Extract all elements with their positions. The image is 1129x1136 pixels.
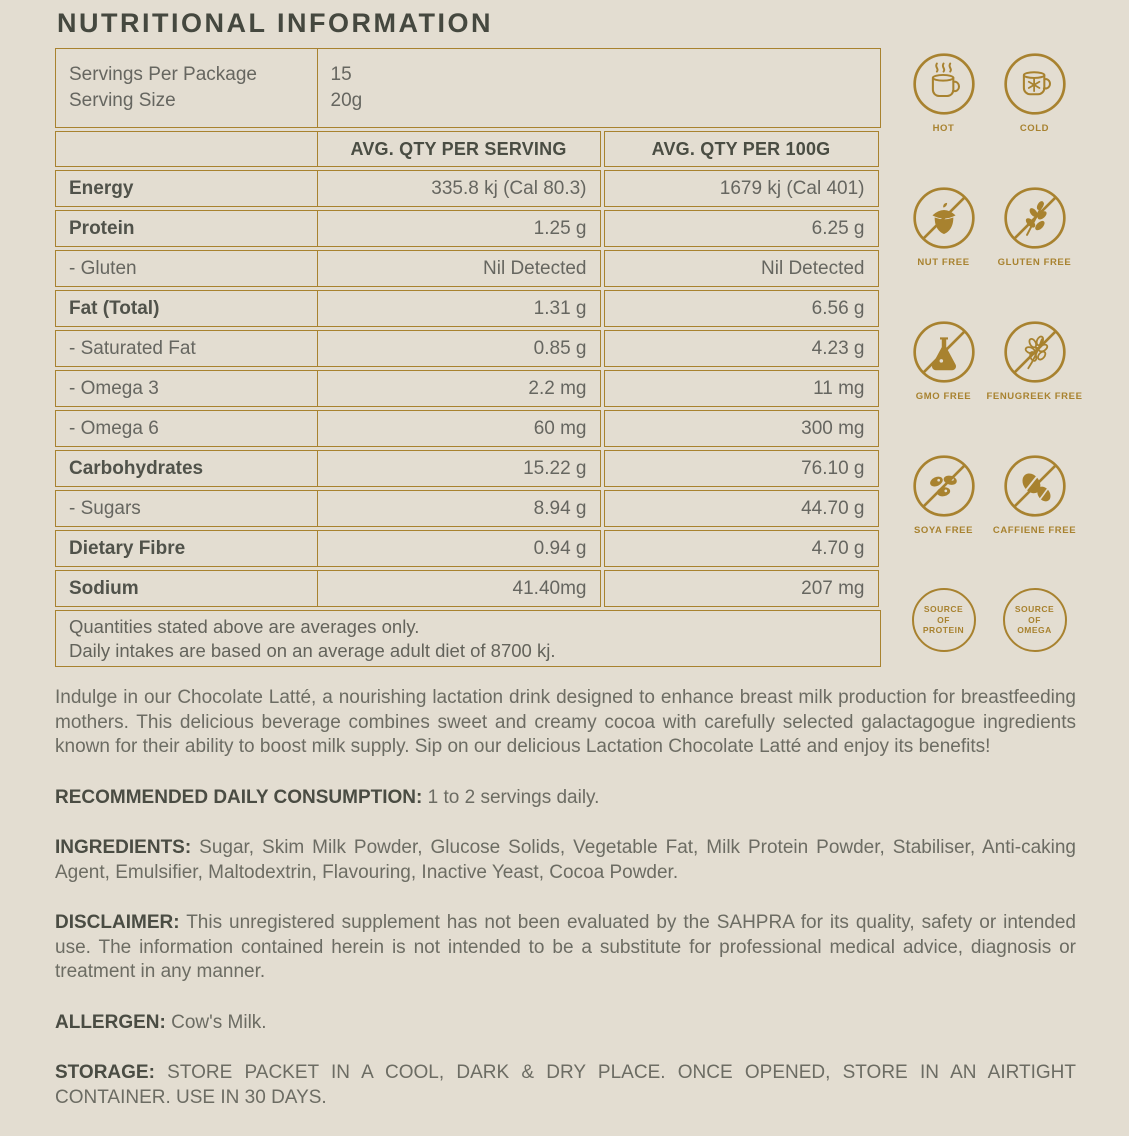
per-100g-value: 76.10 g xyxy=(604,450,879,487)
disclaimer-text: This unregistered supplement has not been evaluated by the SAHPRA for its quality, safety or intended use. The information contained herein is not intended to be a substitute for professional medical advice, diagnosis or treatment in any manner. xyxy=(55,912,1076,982)
row-label: - Sugars xyxy=(55,490,318,527)
serving-value: 2.2 mg xyxy=(317,370,601,407)
table-row-sodium xyxy=(55,570,881,607)
gmo-free-icon xyxy=(912,320,976,384)
fenugreek-free-icon xyxy=(1003,320,1067,384)
per-100g-value: 11 mg xyxy=(604,370,879,407)
page-title: NUTRITIONAL INFORMATION xyxy=(57,8,493,38)
serving-value: 0.94 g xyxy=(317,530,601,567)
storage-label: STORAGE: xyxy=(55,1062,155,1083)
badge-gluten-free xyxy=(991,186,1079,268)
source-line: SOURCE xyxy=(923,604,964,615)
row-label: Fat (Total) xyxy=(55,290,318,327)
row-label: Dietary Fibre xyxy=(55,530,318,567)
col-header-per-100g: AVG. QTY PER 100G xyxy=(604,131,879,167)
source-line: SOURCE xyxy=(1014,604,1055,615)
badge-label: GMO FREE xyxy=(915,391,972,402)
gluten-free-icon xyxy=(1003,186,1067,250)
row-label: Protein xyxy=(55,210,318,247)
table-row-dietary-fibre xyxy=(55,530,881,567)
disclaimer-label: DISCLAIMER: xyxy=(55,912,180,933)
row-label: - Omega 6 xyxy=(55,410,318,447)
table-row-protein xyxy=(55,210,881,247)
serving-size-label: Serving Size xyxy=(69,90,176,111)
badge-caffeine-free xyxy=(991,454,1079,536)
serving-value: Nil Detected xyxy=(317,250,601,287)
row-label: - Saturated Fat xyxy=(55,330,318,367)
ingredients-text: Sugar, Skim Milk Powder, Glucose Solids, Vegetable Fat, Milk Protein Powder, Stabiliser, Anti-caking Agent, Emulsifier, Maltodextrin, Flavouring, Inactive Yeast, Cocoa Powder. xyxy=(55,837,1077,883)
per-100g-value: 300 mg xyxy=(604,410,879,447)
recommended-daily-consumption xyxy=(55,786,1076,811)
badge-label: GLUTEN FREE xyxy=(997,257,1072,268)
table-row-omega-3 xyxy=(55,370,881,407)
badge-source-of-protein xyxy=(900,588,988,652)
recommended-text: 1 to 2 servings daily. xyxy=(427,786,600,808)
source-of-protein-icon xyxy=(912,588,976,652)
table-row-carbohydrates xyxy=(55,450,881,487)
per-100g-value: 1679 kj (Cal 401) xyxy=(604,170,879,207)
ingredients-label: INGREDIENTS: xyxy=(55,837,192,858)
badge-hot xyxy=(900,52,988,134)
badge-label: CAFFIENE FREE xyxy=(992,525,1077,536)
table-footnote-row xyxy=(55,610,881,667)
col-header-per-serving: AVG. QTY PER SERVING xyxy=(317,131,601,167)
servings-per-package-value: 15 xyxy=(330,64,352,85)
ingredients xyxy=(55,836,1076,885)
hot-icon xyxy=(912,52,976,116)
serving-value: 1.31 g xyxy=(317,290,601,327)
badge-panel xyxy=(898,52,1083,652)
badge-label: SOYA FREE xyxy=(913,525,974,536)
table-row-fat-total xyxy=(55,290,881,327)
badge-label: NUT FREE xyxy=(917,257,970,268)
storage-text: STORE PACKET IN A COOL, DARK & DRY PLACE. ONCE OPENED, STORE IN AN AIRTIGHT CONTAINER. USE IN 30 DAYS. xyxy=(55,1062,1077,1108)
recommended-label: RECOMMENDED DAILY CONSUMPTION: xyxy=(55,786,423,808)
badge-cold xyxy=(991,52,1079,134)
nutrition-table xyxy=(55,48,881,667)
table-row-omega-6 xyxy=(55,410,881,447)
source-line: PROTEIN xyxy=(922,625,965,636)
row-label: - Gluten xyxy=(55,250,318,287)
product-description: Indulge in our Chocolate Latté, a nourishing lactation drink designed to enhance breast milk production for breastfeeding mothers. This delicious beverage combines sweet and creamy cocoa with carefully selected galactagogue ingredients known for their ability to boost milk supply. Sip on our delicious Lactation Chocolate Latté and enjoy its benefits! xyxy=(55,687,1076,757)
serving-value: 15.22 g xyxy=(317,450,601,487)
table-row-energy xyxy=(55,170,881,207)
source-line: OF xyxy=(1028,614,1041,625)
servings-values-cell xyxy=(317,48,882,128)
footnote-line-2: Daily intakes are based on an average adult diet of 8700 kj. xyxy=(69,639,556,661)
soya-free-icon xyxy=(912,454,976,518)
serving-value: 41.40mg xyxy=(317,570,601,607)
disclaimer xyxy=(55,911,1076,985)
source-line: OMEGA xyxy=(1017,625,1052,636)
storage xyxy=(55,1061,1076,1110)
serving-value: 0.85 g xyxy=(317,330,601,367)
per-100g-value: 4.23 g xyxy=(604,330,879,367)
badge-nut-free xyxy=(900,186,988,268)
cold-icon xyxy=(1003,52,1067,116)
badge-label: HOT xyxy=(932,123,955,134)
text-blocks xyxy=(55,686,1076,1136)
servings-row xyxy=(55,48,881,128)
per-100g-value: 207 mg xyxy=(604,570,879,607)
row-label: Carbohydrates xyxy=(55,450,318,487)
badge-gmo-free xyxy=(900,320,988,402)
badge-soya-free xyxy=(900,454,988,536)
badge-label: FENUGREEK FREE xyxy=(986,391,1083,402)
table-row-sugars xyxy=(55,490,881,527)
per-100g-value: 44.70 g xyxy=(604,490,879,527)
footnote-line-1: Quantities stated above are averages only. xyxy=(69,615,420,637)
per-100g-value: 6.25 g xyxy=(604,210,879,247)
column-header-row xyxy=(55,131,881,167)
serving-size-value: 20g xyxy=(330,90,363,111)
nut-free-icon xyxy=(912,186,976,250)
serving-value: 60 mg xyxy=(317,410,601,447)
row-label: Energy xyxy=(55,170,318,207)
allergen-text: Cow's Milk. xyxy=(171,1011,267,1033)
table-footnote-cell xyxy=(55,610,881,667)
table-row-gluten xyxy=(55,250,881,287)
table-row-saturated-fat xyxy=(55,330,881,367)
per-100g-value: Nil Detected xyxy=(604,250,879,287)
row-label: Sodium xyxy=(55,570,318,607)
serving-value: 8.94 g xyxy=(317,490,601,527)
source-line: OF xyxy=(937,614,950,625)
servings-per-package-label: Servings Per Package xyxy=(69,64,257,85)
servings-labels-cell xyxy=(55,48,318,128)
serving-value: 1.25 g xyxy=(317,210,601,247)
badge-fenugreek-free xyxy=(986,320,1083,402)
source-of-omega-icon xyxy=(1003,588,1067,652)
per-100g-value: 6.56 g xyxy=(604,290,879,327)
allergen xyxy=(55,1011,1076,1036)
badge-label: COLD xyxy=(1019,123,1050,134)
allergen-label: ALLERGEN: xyxy=(55,1011,166,1033)
serving-value: 335.8 kj (Cal 80.3) xyxy=(317,170,601,207)
empty-header-cell xyxy=(55,131,318,167)
caffeine-free-icon xyxy=(1003,454,1067,518)
badge-source-of-omega xyxy=(991,588,1079,652)
row-label: - Omega 3 xyxy=(55,370,318,407)
per-100g-value: 4.70 g xyxy=(604,530,879,567)
